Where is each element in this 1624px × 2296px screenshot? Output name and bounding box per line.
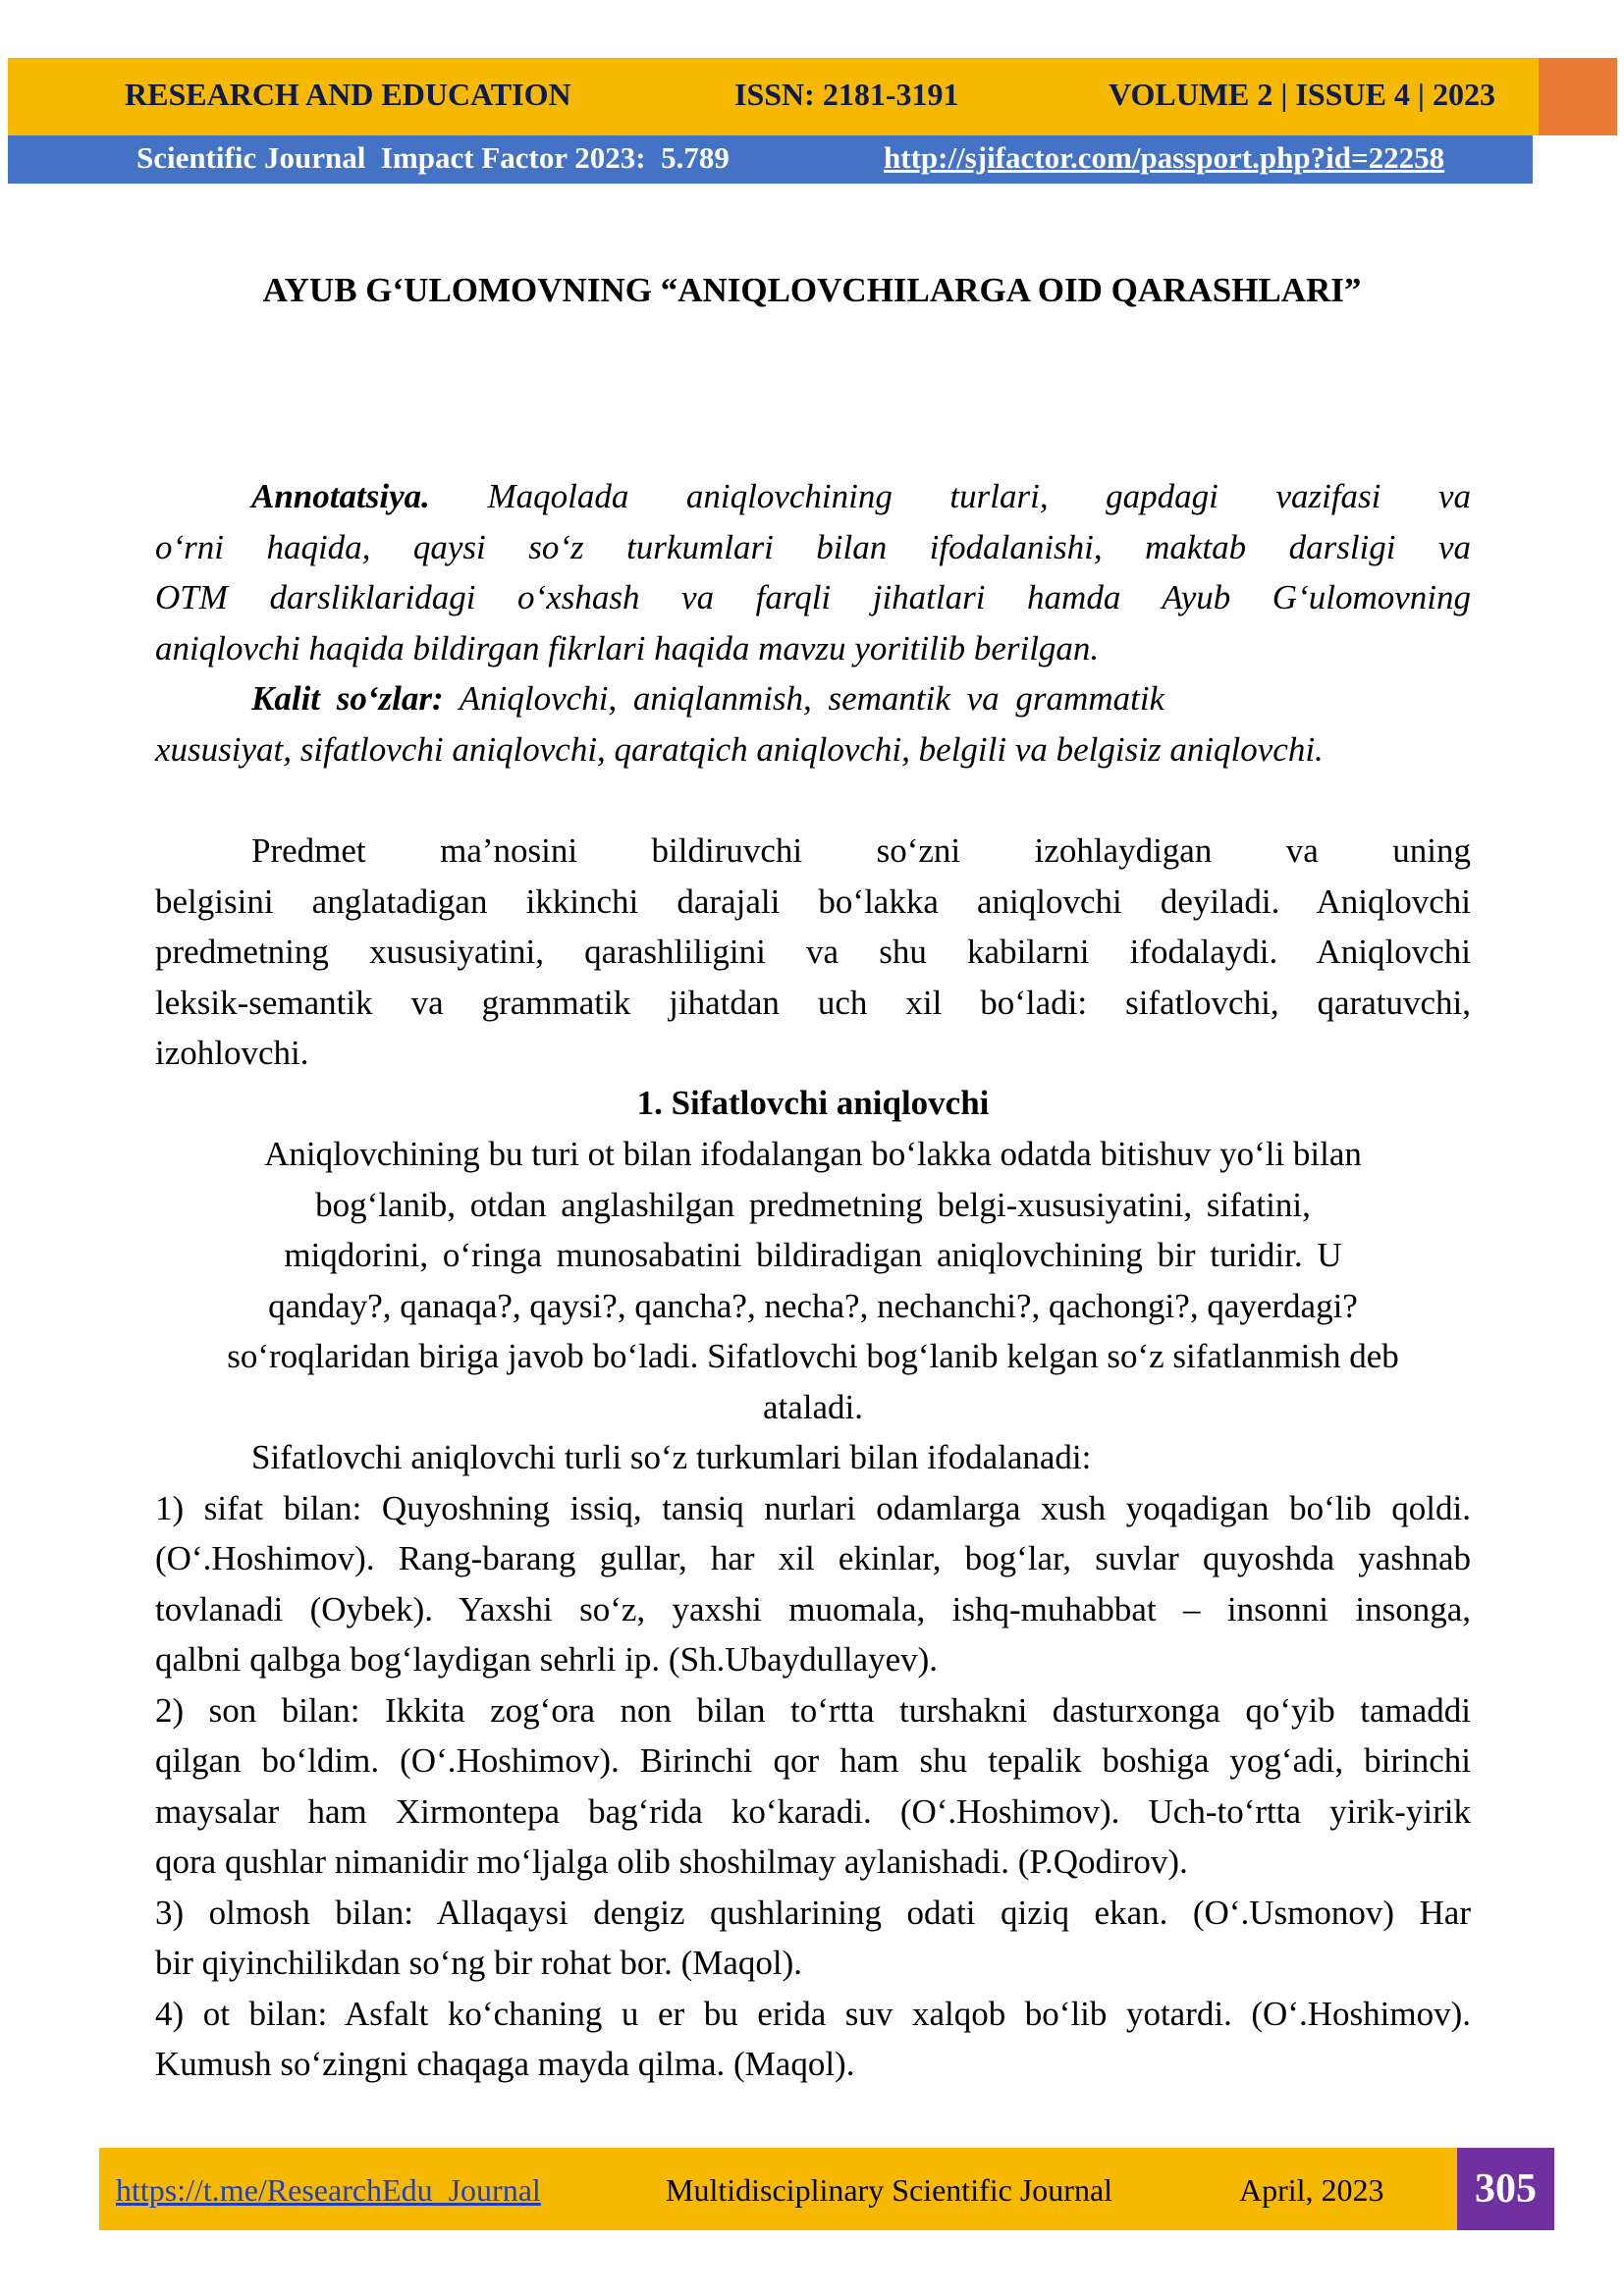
centered-line-2: bog‘lanib, otdan anglashilgan predmetning belgi-xususiyatini, sifatini,: [315, 1185, 1311, 1224]
centered-line-3: miqdorini, o‘ringa munosabatini bildiradigan aniqlovchining bir turidir. U: [284, 1236, 1342, 1274]
section-1-centered-paragraph: [155, 1129, 1471, 1432]
intro-line-4: leksik-semantik va grammatik jihatdan uch xil bo‘ladi: sifatlovchi, qaratuvchi,: [155, 983, 1471, 1022]
item-4-line-2: Kumush so‘zingni chaqaga mayda qilma. (Maqol).: [155, 2045, 855, 2083]
item-2-line-3: maysalar ham Xirmontepa bag‘rida ko‘karadi. (O‘.Hoshimov). Uch-to‘rtta yirik-yirik: [155, 1791, 1471, 1831]
abstract-line-2: o‘rni haqida, qaysi so‘z turkumlari bilan ifodalanishi, maktab darsligi va: [155, 527, 1471, 566]
intro-line-3: predmetning xususiyatini, qarashliligini va shu kabilarni ifodalaydi. Aniqlovchi: [155, 933, 1471, 971]
item-2-line-1: 2) son bilan: Ikkita zog‘ora non bilan to‘rtta turshakni dasturxonga qo‘yib tamaddi: [155, 1690, 1471, 1730]
item-3-line-1: 3) olmosh bilan: Allaqaysi dengiz qushlarining odati qiziq ekan. (O‘.Usmonov) Har: [155, 1893, 1471, 1932]
intro-line-5: izohlovchi.: [155, 1034, 309, 1072]
keywords-line-2: xususiyat, sifatlovchi aniqlovchi, qaratqich aniqlovchi, belgili va belgisiz aniqlovchi.: [155, 729, 1324, 769]
footer-journal: Multidisciplinary Scientific Journal: [666, 2172, 1113, 2208]
item-4-line-1: 4) ot bilan: Asfalt ko‘chaning u er bu erida suv xalqob bo‘lib yotardi. (O‘.Hoshimov).: [155, 1994, 1471, 2033]
centered-line-5: so‘roqlaridan biriga javob bo‘ladi. Sifatlovchi bog‘lanib kelgan so‘z sifatlanmish deb: [227, 1337, 1399, 1375]
abstract-line-3: OTM darsliklaridagi o‘xshash va farqli jihatlari hamda Ayub G‘ulomovning: [155, 578, 1471, 616]
intro-paragraph: [155, 826, 1471, 1079]
header-accent-block: [1539, 58, 1617, 135]
abstract-line-1: Annotatsiya. Maqolada aniqlovchining turlari, gapdagi vazifasi va: [251, 477, 1472, 515]
page-number: 305: [1457, 2148, 1554, 2230]
abstract-line-4: aniqlovchi haqida bildirgan fikrlari haqida mavzu yoritilib berilgan.: [155, 628, 1100, 667]
item-1-line-1: 1) sifat bilan: Quyoshning issiq, tansiq nurlari odamlarga xush yoqadigan bo‘lib qoldi.: [155, 1488, 1471, 1527]
item-1-line-2: (O‘.Hoshimov). Rang-barang gullar, har xil ekinlar, bog‘lar, suvlar quyoshda yashnab: [155, 1539, 1471, 1577]
journal-name: RESEARCH AND EDUCATION: [125, 77, 571, 112]
centered-line-4: qanday?, qanaqa?, qaysi?, qancha?, necha?, nechanchi?, qachongi?, qayerdagi?: [268, 1286, 1358, 1325]
item-1-line-3: tovlanadi (Oybek). Yaxshi so‘z, yaxshi muomala, ishq-muhabbat – insonni insonga,: [155, 1589, 1471, 1629]
keywords-label: Kalit so‘zlar:: [251, 679, 444, 718]
section-1-heading: 1. Sifatlovchi aniqlovchi: [636, 1084, 990, 1122]
intro-line-2: belgisini anglatadigan ikkinchi darajali bo‘lakka aniqlovchi deyiladi. Aniqlovchi: [155, 881, 1471, 921]
keywords: [155, 673, 1471, 774]
centered-line-6: ataladi.: [762, 1387, 864, 1426]
abstract: [155, 471, 1471, 673]
abstract-label: Annotatsiya.: [251, 477, 430, 515]
intro-line-1: Predmet ma’nosini bildiruvchi so‘zni izohlaydigan va uning: [251, 831, 1471, 870]
centered-line-1: Aniqlovchining bu turi ot bilan ifodalangan bo‘lakka odatda bitishuv yo‘li bilan: [264, 1135, 1362, 1173]
article-title: AYUB G‘ULOMOVNING “ANIQLOVCHILARGA OID QARASHLARI”: [262, 271, 1362, 309]
item-2-line-2: qilgan bo‘ldim. (O‘.Hoshimov). Birinchi qor ham shu tepalik boshiga yog‘adi, birinchi: [155, 1741, 1471, 1780]
impact-factor: Scientific Journal Impact Factor 2023: 5.789: [136, 140, 730, 175]
issn: ISSN: 2181-3191: [734, 77, 959, 112]
list-lead: Sifatlovchi aniqlovchi turli so‘z turkumlari bilan ifodalanadi:: [251, 1438, 1092, 1476]
footer-date: April, 2023: [1239, 2172, 1384, 2208]
telegram-link[interactable]: https://t.me/ResearchEdu_Journal: [116, 2172, 541, 2208]
keywords-line-1: Kalit so‘zlar: Aniqlovchi, aniqlanmish, semantik va grammatik: [251, 679, 1165, 718]
section-1-list: [155, 1432, 1471, 2090]
item-2-line-4: qora qushlar nimanidir mo‘ljalga olib shoshilmay aylanishadi. (P.Qodirov).: [155, 1842, 1188, 1881]
sjifactor-link[interactable]: http://sjifactor.com/passport.php?id=22258: [884, 140, 1445, 175]
item-3-line-2: bir qiyinchilikdan so‘ng bir rohat bor. (Maqol).: [155, 1944, 803, 1982]
item-1-line-4: qalbni qalbga bog‘laydigan sehrli ip. (Sh.Ubaydullayev).: [155, 1640, 939, 1679]
volume-issue: VOLUME 2 | ISSUE 4 | 2023: [1109, 77, 1495, 112]
